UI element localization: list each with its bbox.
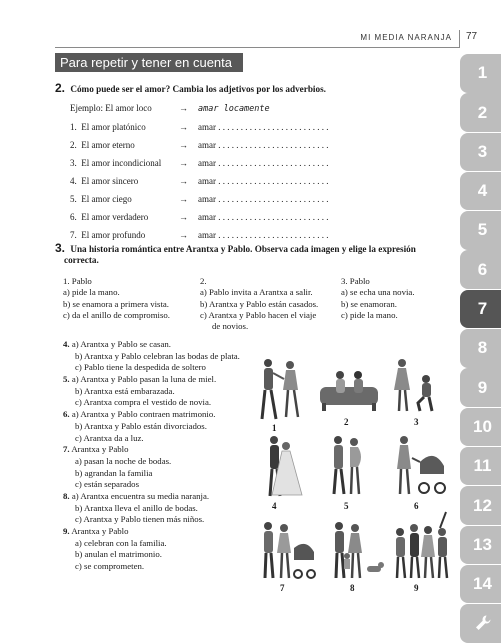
tab-chapter-6[interactable]: 6 <box>460 250 501 289</box>
answer-blank-5[interactable]: amar . . . . . . . . . . . . . . . . . . . . . . . . . <box>198 194 329 204</box>
arrow: → <box>179 176 188 186</box>
tab-chapter-2[interactable]: 2 <box>460 93 501 132</box>
page-number: 77 <box>466 31 478 42</box>
figure-number-1: 1 <box>272 423 277 433</box>
answer-blank-6[interactable]: amar . . . . . . . . . . . . . . . . . . . . . . . . . <box>198 212 329 222</box>
adjective-item-1: 1. El amor platónico <box>70 122 146 132</box>
header-rule <box>55 47 459 48</box>
adjective-item-7: 7. El amor profundo <box>70 230 146 240</box>
item-8-a[interactable]: 8. a) Arantxa encuentra su media naranja. <box>63 490 210 501</box>
arrow: → <box>179 194 188 204</box>
item-9-b[interactable]: b) anulan el matrimonio. <box>75 549 162 560</box>
arrow: → <box>179 212 188 222</box>
col1-heading: 1. Pablo <box>63 276 92 286</box>
tab-chapter-13[interactable]: 13 <box>460 526 501 565</box>
item-6-c[interactable]: c) Arantxa da a luz. <box>75 432 144 443</box>
exercise-3-heading <box>55 243 455 266</box>
item-8-b[interactable]: b) Arantxa lleva el anillo de bodas. <box>75 502 198 513</box>
option-column-1 <box>63 276 170 321</box>
tab-chapter-3[interactable]: 3 <box>460 133 501 172</box>
running-header-title: MI MEDIA NARANJA <box>360 33 452 42</box>
item-7-heading: 7. Arantxa y Pablo <box>63 444 129 455</box>
item-5-c[interactable]: c) Arantxa compra el vestido de novia. <box>75 397 212 408</box>
illustration-family-kids-dog <box>325 518 387 582</box>
item-6-b[interactable]: b) Arantxa y Pablo están divorciados. <box>75 420 207 431</box>
item-5-b[interactable]: b) Arantxa está embarazada. <box>75 385 175 396</box>
tab-chapter-8[interactable]: 8 <box>460 329 501 368</box>
exercise-2-number: 2. <box>55 81 66 95</box>
col2-option-c-cont: de novios. <box>212 321 249 332</box>
col3-option-c[interactable]: c) pide la mano. <box>341 309 398 320</box>
tab-chapter-11[interactable]: 11 <box>460 447 501 486</box>
arrow: → <box>179 230 188 240</box>
figure-number-6: 6 <box>414 501 419 511</box>
section-banner: Para repetir y tener en cuenta <box>55 53 243 72</box>
col2-option-a[interactable]: a) Pablo invita a Arantxa a salir. <box>200 287 313 298</box>
item-4-a[interactable]: 4. a) Arantxa y Pablo se casan. <box>63 339 171 349</box>
item-4-b[interactable]: b) Arantxa y Pablo celebran las bodas de plata. <box>75 350 240 361</box>
tab-chapter-1[interactable]: 1 <box>460 54 501 93</box>
arrow: → <box>179 122 188 132</box>
adjective-item-3: 3. El amor incondicional <box>70 158 162 168</box>
illustration-proposal <box>388 355 444 415</box>
col2-option-c[interactable]: c) Arantxa y Pablo hacen el viaje <box>200 309 317 320</box>
exercise-3-number: 3. <box>55 241 66 255</box>
header-divider <box>459 30 460 48</box>
item-7-b[interactable]: b) agrandan la familia <box>75 467 153 478</box>
col1-option-a[interactable]: a) pide la mano. <box>63 287 120 298</box>
tab-chapter-12[interactable]: 12 <box>460 486 501 525</box>
figure-number-3: 3 <box>414 417 419 427</box>
example-label: Ejemplo: El amor loco <box>70 103 152 113</box>
arrow: → <box>179 140 188 150</box>
figure-number-7: 7 <box>280 583 285 593</box>
col3-option-a[interactable]: a) se echa una novia. <box>341 287 415 298</box>
figure-number-5: 5 <box>344 501 349 511</box>
figure-number-2: 2 <box>344 417 349 427</box>
item-4-c[interactable]: c) Pablo tiene la despedida de soltero <box>75 362 206 373</box>
tab-chapter-5[interactable]: 5 <box>460 211 501 250</box>
example-answer: amar locamente <box>198 104 270 114</box>
tab-chapter-4[interactable]: 4 <box>460 172 501 211</box>
option-column-3 <box>341 276 415 321</box>
col1-option-c[interactable]: c) da el anillo de compromiso. <box>63 309 170 320</box>
figure-number-8: 8 <box>350 583 355 593</box>
exercise-2-heading <box>55 83 326 95</box>
option-column-2 <box>200 276 318 332</box>
illustration-family-stroller <box>256 518 318 582</box>
illustration-wedding <box>252 432 310 500</box>
wrench-icon-tab[interactable] <box>460 604 501 643</box>
option-list-4-9 <box>63 339 240 573</box>
arrow: → <box>179 158 188 168</box>
illustration-couple-walking <box>252 355 312 423</box>
figure-number-4: 4 <box>272 501 277 511</box>
tab-chapter-10[interactable]: 10 <box>460 408 501 447</box>
answer-blank-4[interactable]: amar . . . . . . . . . . . . . . . . . . . . . . . . . <box>198 176 329 186</box>
chapter-tabs <box>460 54 501 643</box>
adjective-item-6: 6. El amor verdadero <box>70 212 149 222</box>
item-9-heading: 9. Arantxa y Pablo <box>63 526 129 536</box>
exercise-3-instruction: Una historia romántica entre Arantxa y Pablo. Observa cada imagen y elige la expresión <box>70 244 416 254</box>
answer-blank-2[interactable]: amar . . . . . . . . . . . . . . . . . . . . . . . . . <box>198 140 329 150</box>
item-9-a[interactable]: a) celebran con la familia. <box>75 537 167 548</box>
adjective-item-2: 2. El amor eterno <box>70 140 135 150</box>
col3-heading: 3. Pablo <box>341 276 370 286</box>
example-arrow: → <box>179 103 188 113</box>
illustration-family-selfie <box>390 508 454 582</box>
illustration-pregnant-couple <box>322 432 372 498</box>
tab-chapter-9[interactable]: 9 <box>460 368 501 407</box>
adjective-item-5: 5. El amor ciego <box>70 194 132 204</box>
answer-blank-1[interactable]: amar . . . . . . . . . . . . . . . . . . . . . . . . . <box>198 122 329 132</box>
tab-chapter-7-active[interactable]: 7 <box>460 290 501 329</box>
illustration-woman-pram <box>390 432 448 498</box>
answer-blank-7[interactable]: amar . . . . . . . . . . . . . . . . . . . . . . . . . <box>198 230 329 240</box>
item-7-a[interactable]: a) pasan la noche de bodas. <box>75 455 172 466</box>
tab-chapter-14[interactable]: 14 <box>460 565 501 604</box>
item-6-a[interactable]: 6. a) Arantxa y Pablo contraen matrimonio. <box>63 409 216 420</box>
item-5-a[interactable]: 5. a) Arantxa y Pablo pasan la luna de miel. <box>63 374 217 385</box>
col2-heading: 2. <box>200 276 207 286</box>
adjective-item-4: 4. El amor sincero <box>70 176 139 186</box>
answer-blank-3[interactable]: amar . . . . . . . . . . . . . . . . . . . . . . . . . <box>198 158 329 168</box>
item-8-c[interactable]: c) Arantxa y Pablo tienen más niños. <box>75 514 205 525</box>
item-7-c[interactable]: c) están separados <box>75 479 139 490</box>
col3-option-b[interactable]: b) se enamoran. <box>341 298 397 309</box>
col1-option-b[interactable]: b) se enamora a primera vista. <box>63 298 170 309</box>
exercise-2-instruction: Cómo puede ser el amor? Cambia los adjetivos por los adverbios. <box>70 84 326 94</box>
col2-option-b[interactable]: b) Arantxa y Pablo están casados. <box>200 298 319 309</box>
figure-number-9: 9 <box>414 583 419 593</box>
illustration-couple-sofa <box>318 365 380 415</box>
item-9-c[interactable]: c) se comprometen. <box>75 561 145 572</box>
exercise-3-instruction-cont: correcta. <box>64 255 99 265</box>
wrench-icon <box>474 614 492 632</box>
